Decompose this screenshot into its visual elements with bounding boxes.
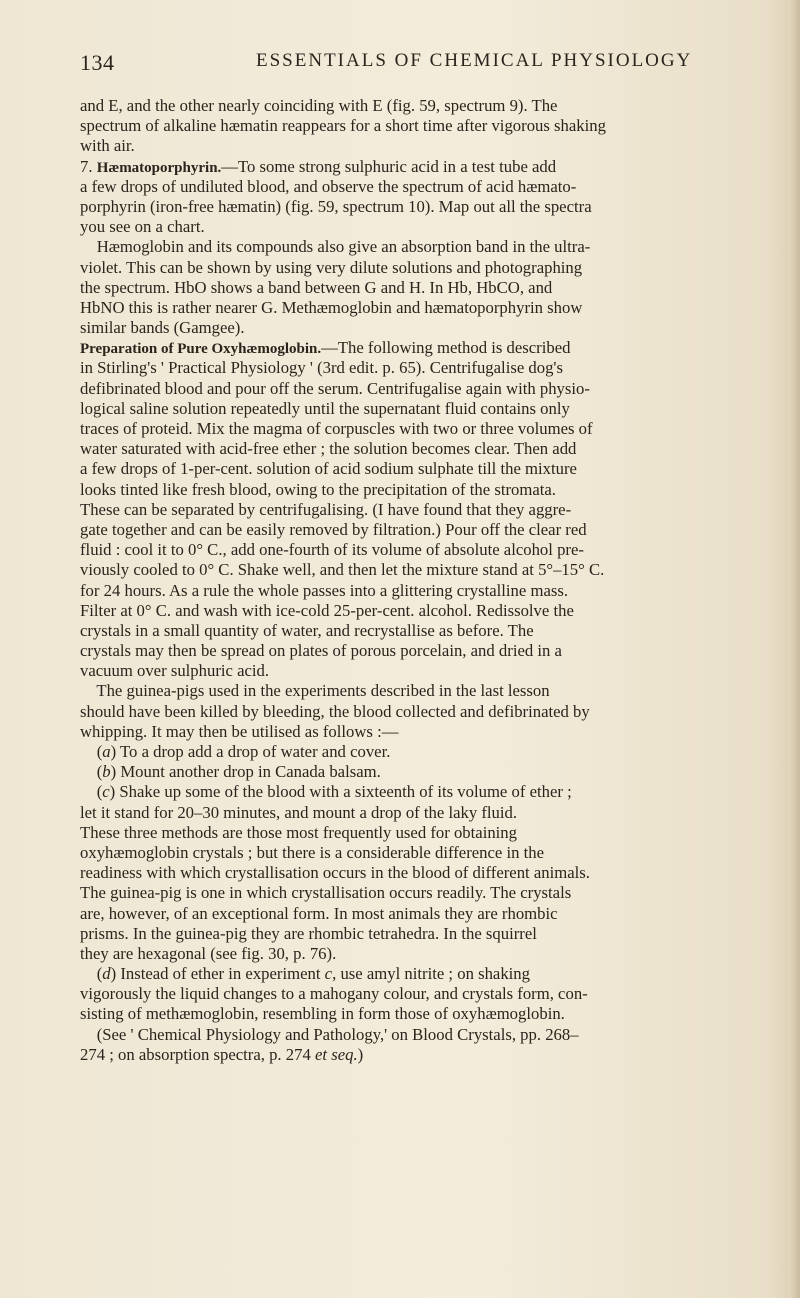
- text-run: gate together and can be easily removed by filtration.) Pour off the clear red: [80, 519, 587, 539]
- text-line: [80, 803, 786, 823]
- text-run: a few drops of undiluted blood, and observe the spectrum of acid hæmato-: [80, 176, 577, 196]
- text-run: —To some strong sulphuric acid in a test tube add: [221, 156, 557, 176]
- text-line: [80, 237, 786, 257]
- text-run: crystals in a small quantity of water, and recrystallise as before. The: [80, 620, 534, 640]
- text-line: [80, 459, 786, 479]
- body-text: [80, 96, 786, 1065]
- text-line: [80, 399, 786, 419]
- text-run: ) Instead of ether in experiment: [110, 964, 325, 984]
- text-run: (: [80, 742, 103, 761]
- text-run: 7.: [80, 156, 97, 176]
- text-run: in Stirling's ' Practical Physiology ' (3rd edit. p. 65). Centrifugalise dog's: [80, 358, 563, 378]
- text-run: , use amyl nitrite ; on shaking: [332, 964, 530, 984]
- text-line: [80, 661, 786, 681]
- text-line: [80, 318, 786, 338]
- bold-heading: Preparation of Pure Oxyhæmoglobin.: [80, 341, 322, 358]
- page-edge: [788, 0, 800, 1298]
- text-run: defibrinated blood and pour off the serum. Centrifugalise again with physio-: [80, 378, 590, 398]
- page-number: 134: [80, 50, 115, 75]
- text-run: HbNO this is rather nearer G. Methæmoglobin and hæmatoporphyrin show: [80, 297, 583, 317]
- text-line: [80, 157, 786, 177]
- text-run: ) Mount another drop in Canada balsam.: [110, 762, 381, 782]
- text-run: fluid : cool it to 0° C., add one-fourth of its volume of absolute alcohol pre-: [80, 540, 584, 560]
- text-line: [80, 136, 786, 156]
- text-line: [80, 298, 786, 318]
- text-line: [80, 217, 786, 237]
- text-line: [80, 904, 786, 924]
- text-line: [80, 581, 786, 601]
- text-run: (: [80, 964, 103, 984]
- text-run: readiness with which crystallisation occurs in the blood of different animals.: [80, 863, 590, 883]
- text-line: [80, 358, 786, 378]
- text-line: [80, 883, 786, 903]
- text-line: [80, 621, 786, 641]
- running-title: ESSENTIALS OF CHEMICAL PHYSIOLOGY: [256, 50, 693, 71]
- text-run: 274 ; on absorption spectra, p. 274: [80, 1044, 315, 1064]
- text-run: whipping. It may then be utilised as follows :—: [80, 721, 399, 741]
- italic-text: c: [324, 964, 333, 984]
- text-line: [80, 338, 786, 358]
- text-run: are, however, of an exceptional form. In most animals they are rhombic: [80, 903, 558, 923]
- text-line: [80, 944, 786, 964]
- text-run: looks tinted like fresh blood, owing to the precipitation of the stromata.: [80, 479, 556, 499]
- text-run: traces of proteid. Mix the magma of corpuscles with two or three volumes of: [80, 419, 593, 438]
- text-run: (: [80, 782, 103, 802]
- text-run: prisms. In the guinea-pig they are rhombic tetrahedra. In the squirrel: [80, 923, 537, 943]
- text-run: let it stand for 20–30 minutes, and mount a drop of the laky fluid.: [80, 802, 518, 822]
- text-line: [80, 379, 786, 399]
- text-run: The guinea-pigs used in the experiments described in the last lesson: [80, 681, 550, 701]
- text-run: crystals may then be spread on plates of porous porcelain, and dried in a: [80, 641, 562, 661]
- text-line: [80, 540, 786, 560]
- text-line: [80, 742, 786, 762]
- text-line: [80, 500, 786, 520]
- text-run: porphyrin (iron-free hæmatin) (fig. 59, spectrum 10). Map out all the spectra: [80, 196, 592, 216]
- text-line: [80, 681, 786, 701]
- text-line: [80, 560, 786, 580]
- text-run: water saturated with acid-free ether ; the solution becomes clear. Then add: [80, 439, 577, 459]
- text-run: ) Shake up some of the blood with a sixteenth of its volume of ether ;: [109, 782, 572, 802]
- text-run: Filter at 0° C. and wash with ice-cold 25-per-cent. alcohol. Redissolve the: [80, 600, 574, 620]
- italic-text: c: [102, 782, 110, 802]
- text-line: [80, 197, 786, 217]
- text-run: a few drops of 1-per-cent. solution of acid sodium sulphate till the mixture: [80, 459, 577, 479]
- text-line: [80, 116, 786, 136]
- text-run: the spectrum. HbO shows a band between G and H. In Hb, HbCO, and: [80, 277, 553, 297]
- text-run: viously cooled to 0° C. Shake well, and then let the mixture stand at 5°–15° C.: [80, 560, 605, 580]
- text-line: [80, 641, 786, 661]
- text-run: and E, and the other nearly coinciding with E (fig. 59, spectrum 9). The: [80, 96, 558, 115]
- text-line: [80, 1025, 786, 1045]
- text-line: [80, 1004, 786, 1024]
- text-run: logical saline solution repeatedly until the supernatant fluid contains only: [80, 398, 570, 418]
- text-run: you see on a chart.: [80, 217, 205, 237]
- text-run: for 24 hours. As a rule the whole passes into a glittering crystalline mass.: [80, 580, 569, 600]
- page-header: [80, 50, 720, 80]
- text-line: [80, 601, 786, 621]
- text-run: The guinea-pig is one in which crystallisation occurs readily. The crystals: [80, 883, 572, 903]
- text-line: [80, 419, 786, 439]
- text-line: [80, 863, 786, 883]
- text-run: vacuum over sulphuric acid.: [80, 661, 270, 681]
- text-run: (See ' Chemical Physiology and Pathology,' on Blood Crystals, pp. 268–: [80, 1024, 579, 1044]
- text-run: they are hexagonal (see fig. 30, p. 76).: [80, 943, 337, 963]
- text-run: These can be separated by centrifugalising. (I have found that they aggre-: [80, 499, 572, 519]
- text-line: [80, 964, 786, 984]
- text-run: ) To a drop add a drop of water and cover.: [110, 742, 391, 761]
- text-run: similar bands (Gamgee).: [80, 318, 245, 338]
- text-line: [80, 702, 786, 722]
- text-run: (: [80, 762, 103, 782]
- text-run: spectrum of alkaline hæmatin reappears for a short time after vigorous shaking: [80, 116, 606, 136]
- text-line: [80, 258, 786, 278]
- text-line: [80, 177, 786, 197]
- bold-heading: Hæmatoporphyrin.: [96, 159, 222, 176]
- text-run: ): [357, 1044, 364, 1064]
- italic-text: a: [102, 742, 111, 761]
- text-run: These three methods are those most frequently used for obtaining: [80, 822, 517, 842]
- italic-text: et seq.: [314, 1044, 358, 1064]
- italic-text: d: [102, 964, 111, 984]
- text-line: [80, 520, 786, 540]
- text-line: [80, 984, 786, 1004]
- text-run: Hæmoglobin and its compounds also give an absorption band in the ultra-: [80, 237, 591, 257]
- text-line: [80, 480, 786, 500]
- text-run: sisting of methæmoglobin, resembling in form those of oxyhæmoglobin.: [80, 1004, 565, 1024]
- text-run: vigorously the liquid changes to a mahogany colour, and crystals form, con-: [80, 984, 588, 1004]
- text-run: should have been killed by bleeding, the blood collected and defibrinated by: [80, 701, 590, 721]
- text-line: [80, 722, 786, 742]
- text-run: with air.: [80, 136, 135, 156]
- text-run: —The following method is described: [321, 338, 571, 358]
- text-line: [80, 924, 786, 944]
- text-line: [80, 439, 786, 459]
- text-run: oxyhæmoglobin crystals ; but there is a considerable difference in the: [80, 842, 545, 862]
- text-line: [80, 96, 786, 116]
- text-line: [80, 843, 786, 863]
- italic-text: b: [102, 762, 111, 782]
- text-line: [80, 782, 786, 802]
- text-line: [80, 823, 786, 843]
- text-line: [80, 762, 786, 782]
- text-line: [80, 1045, 786, 1065]
- text-line: [80, 278, 786, 298]
- text-run: violet. This can be shown by using very dilute solutions and photographing: [80, 257, 583, 277]
